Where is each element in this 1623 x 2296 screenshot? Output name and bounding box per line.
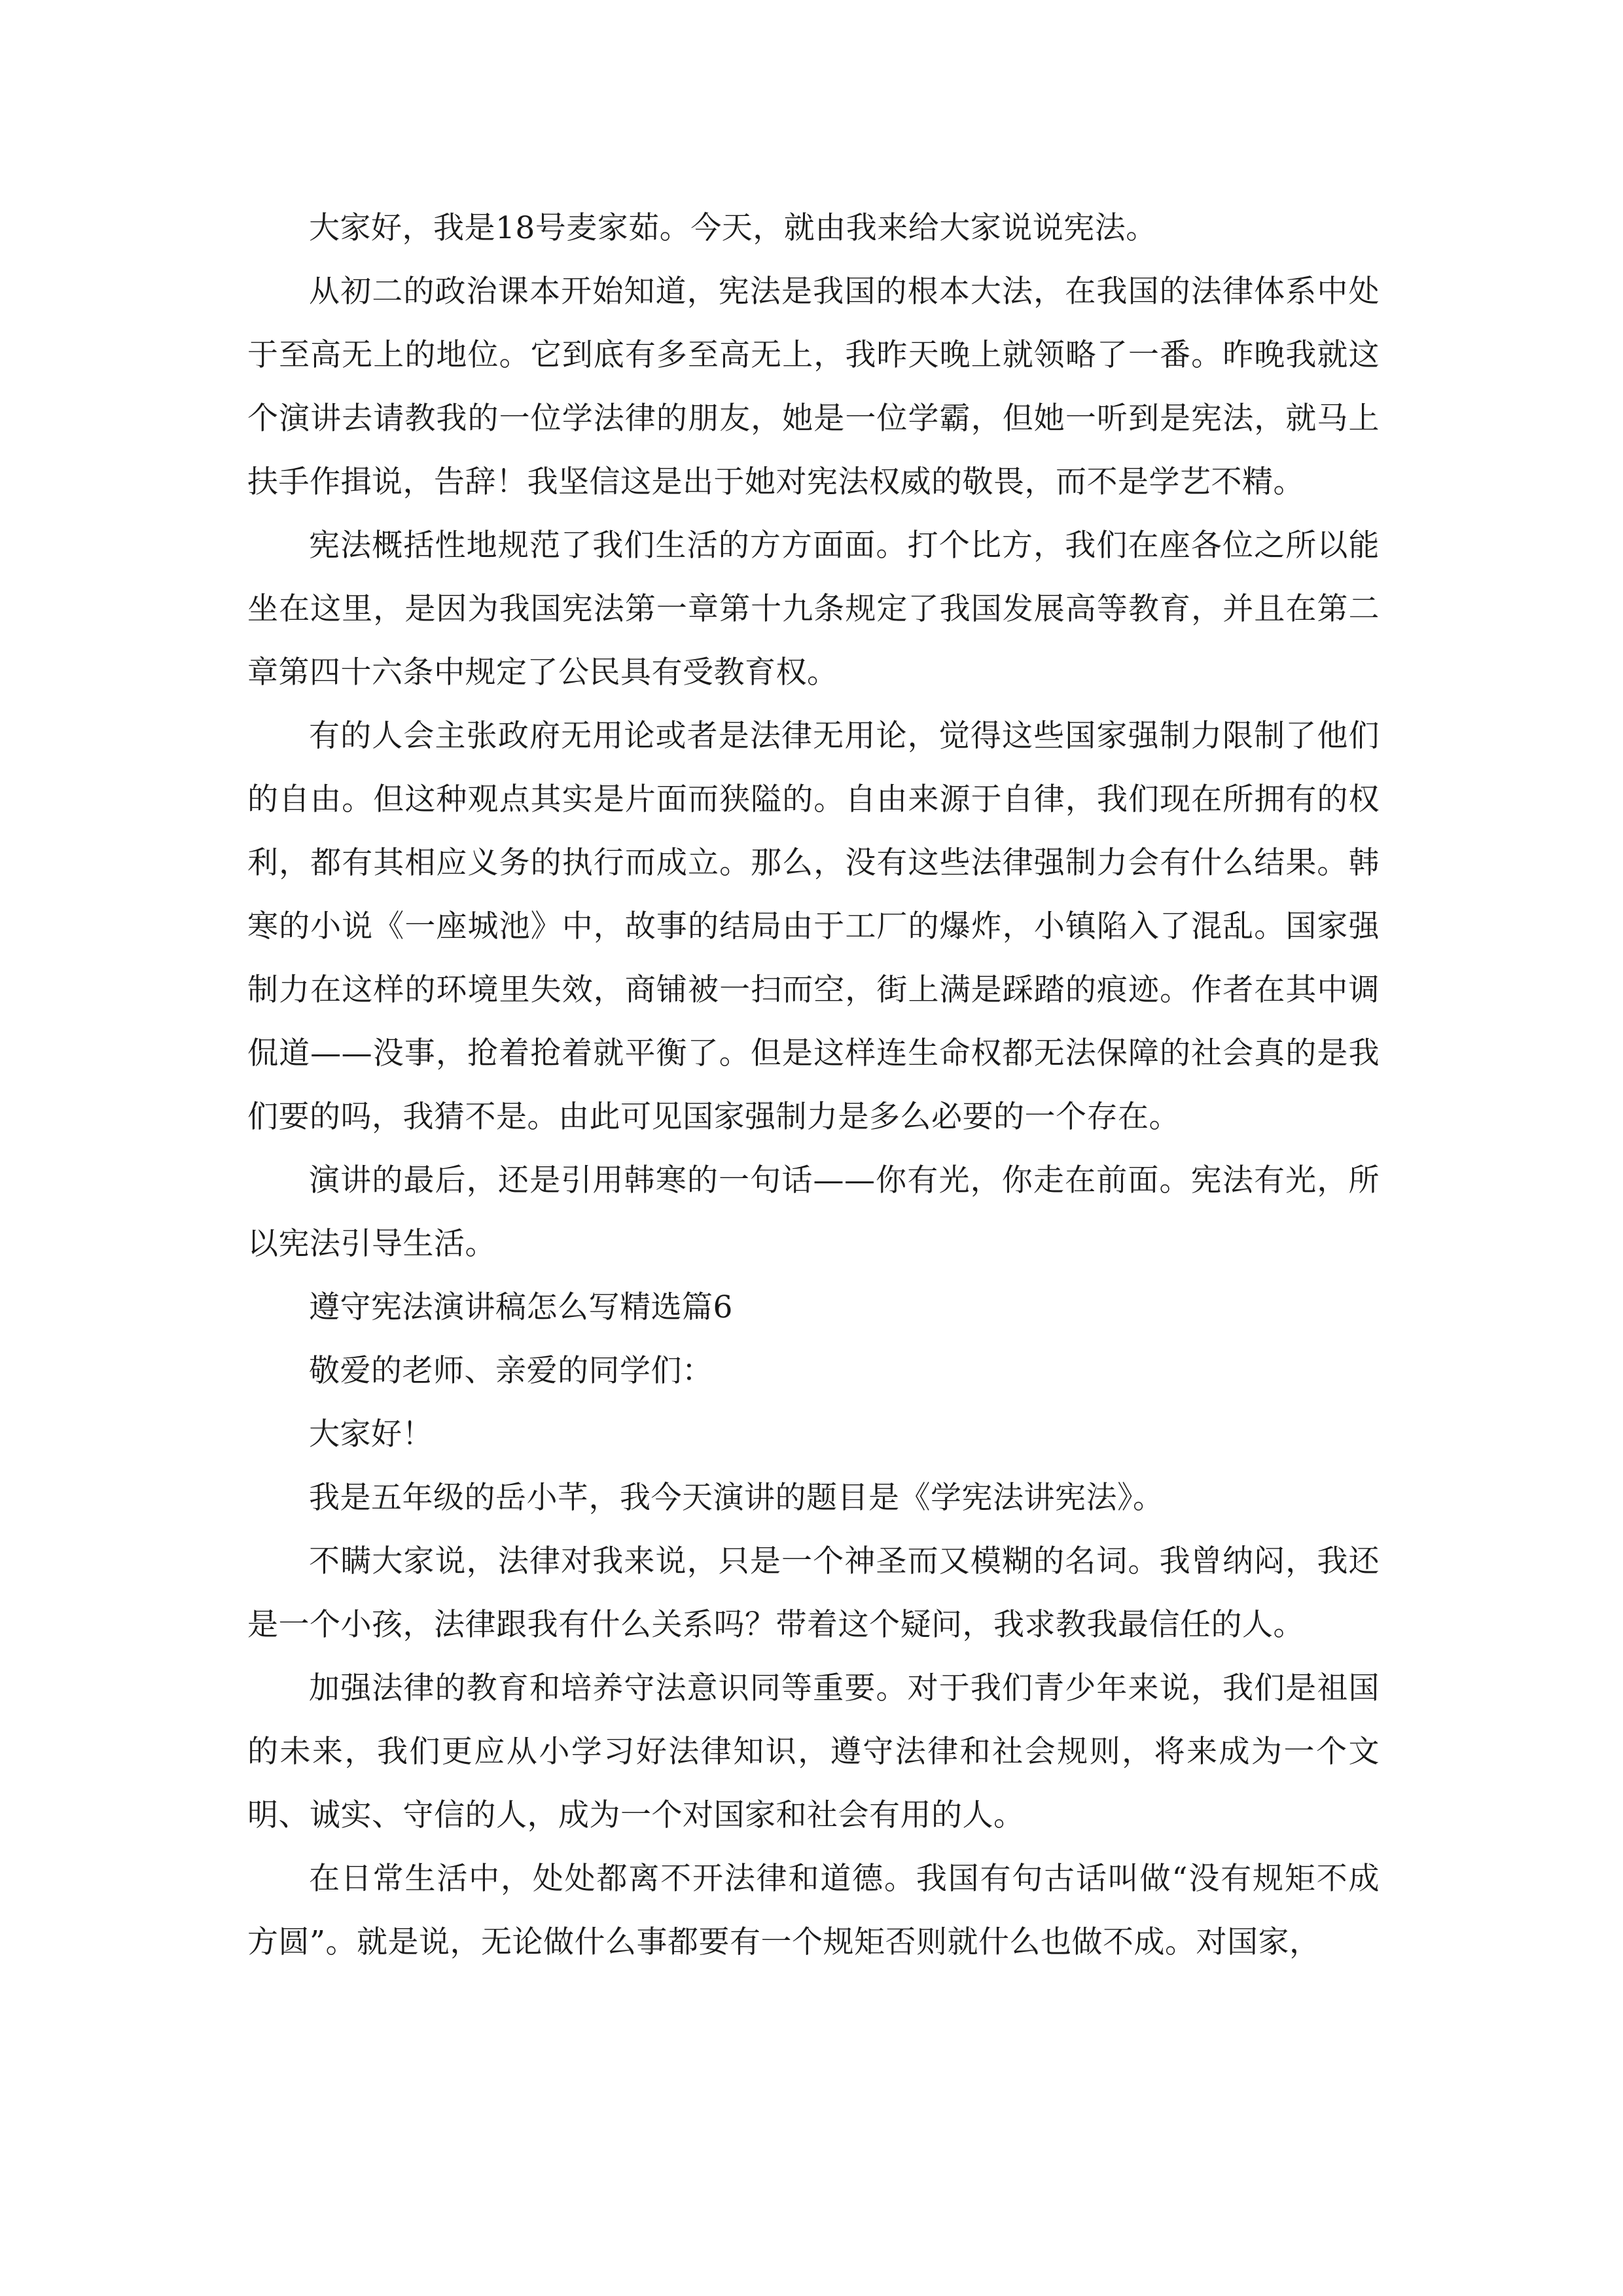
paragraph: 有的人会主张政府无用论或者是法律无用论，觉得这些国家强制力限制了他们的自由。但这种观点其实是片面而狭隘的。自由来源于自律，我们现在所拥有的权利，都有其相应义务的执行而成立。那么，没有这些法律强制力会有什么结果。韩寒的小说《一座城池》中，故事的结局由于工厂的爆炸，小镇陷入了混乱。国家强制力在这样的环境里失效，商铺被一扫而空，街上满是踩踏的痕迹。作者在其中调侃道——没事，抢着抢着就平衡了。但是这样连生命权都无法保障的社会真的是我们要的吗，我猜不是。由此可见国家强制力是多么必要的一个存在。 bbox=[247, 718, 1380, 1135]
paragraph: 加强法律的教育和培养守法意识同等重要。对于我们青少年来说，我们是祖国的未来，我们更应从小学习好法律知识，遵守法律和社会规则，将来成为一个文明、诚实、守信的人，成为一个对国家和社会有用的人。 bbox=[247, 1670, 1380, 1833]
paragraph: 不瞒大家说，法律对我来说，只是一个神圣而又模糊的名词。我曾纳闷，我还是一个小孩，法律跟我有什么关系吗？带着这个疑问，我求教我最信任的人。 bbox=[247, 1543, 1380, 1643]
paragraph: 演讲的最后，还是引用韩寒的一句话——你有光，你走在前面。宪法有光，所以宪法引导生活。 bbox=[247, 1162, 1380, 1262]
salutation: 敬爱的老师、亲爱的同学们： bbox=[309, 1353, 713, 1389]
paragraph: 从初二的政治课本开始知道，宪法是我国的根本大法，在我国的法律体系中处于至高无上的地位。它到底有多至高无上，我昨天晚上就领略了一番。昨晚我就这个演讲去请教我的一位学法律的朋友，她是一位学霸，但她一听到是宪法，就马上扶手作揖说，告辞！我坚信这是出于她对宪法权威的敬畏，而不是学艺不精。 bbox=[247, 274, 1380, 500]
paragraph: 我是五年级的岳小芊，我今天演讲的题目是《学宪法讲宪法》。 bbox=[309, 1480, 1164, 1516]
document-page bbox=[247, 196, 1380, 1974]
greeting: 大家好！ bbox=[309, 1416, 433, 1452]
paragraph: 大家好，我是18号麦家茹。今天，就由我来给大家说说宪法。 bbox=[309, 210, 1157, 246]
paragraph: 宪法概括性地规范了我们生活的方方面面。打个比方，我们在座各位之所以能坐在这里，是因为我国宪法第一章第十九条规定了我国发展高等教育，并且在第二章第四十六条中规定了公民具有受教育权。 bbox=[247, 528, 1380, 691]
paragraph: 在日常生活中，处处都离不开法律和道德。我国有句古话叫做“没有规矩不成方圆”。就是说，无论做什么事都要有一个规矩否则就什么也做不成。对国家， bbox=[247, 1861, 1380, 1960]
section-heading: 遵守宪法演讲稿怎么写精选篇6 bbox=[309, 1289, 733, 1325]
